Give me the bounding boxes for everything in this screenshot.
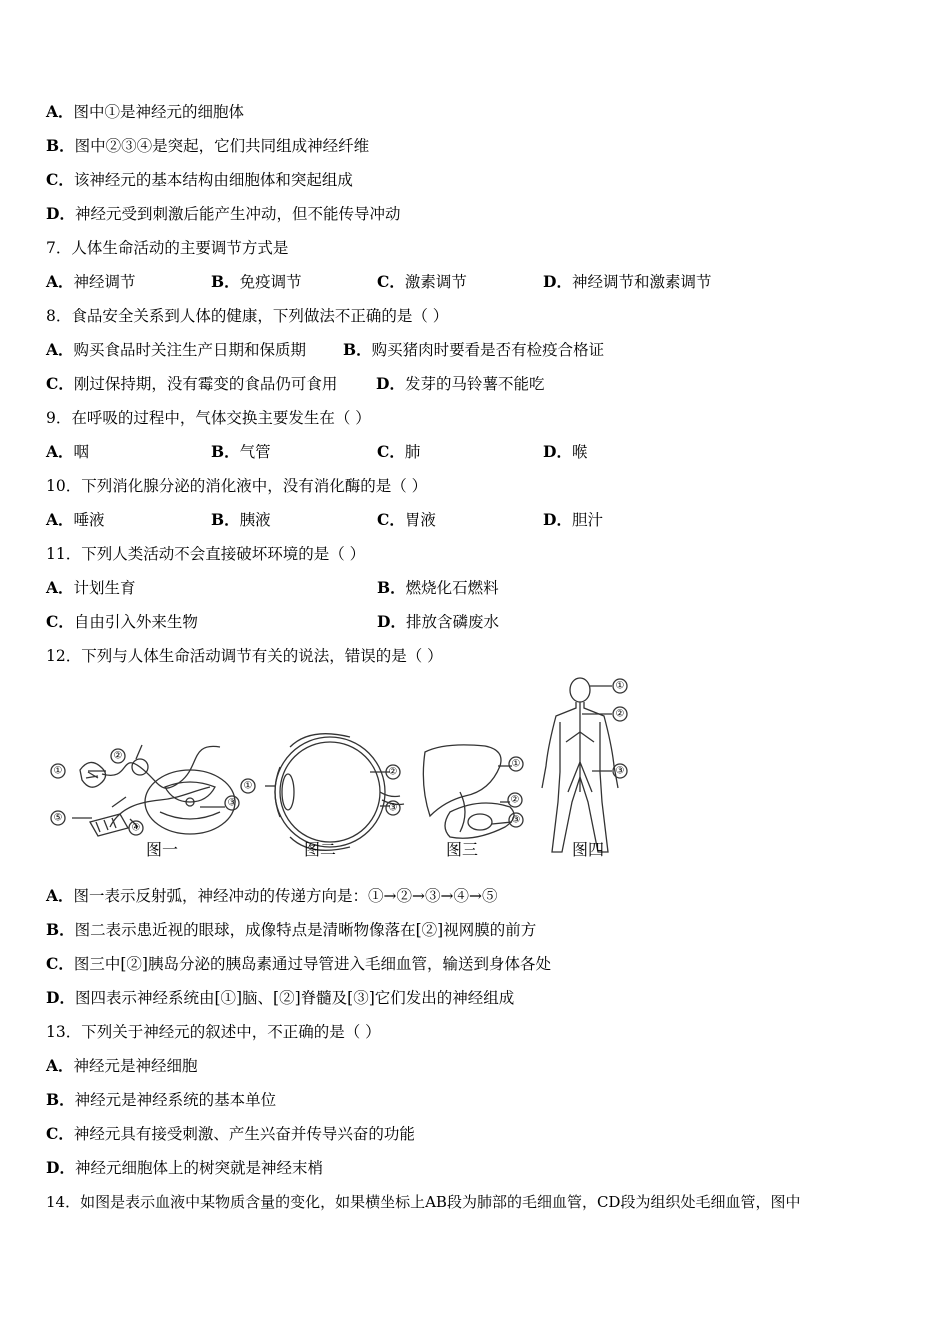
- q11-option-a: A．计划生育: [46, 578, 136, 597]
- fig4-caption: 图四: [572, 840, 605, 859]
- reflex-arc-figure: [51, 745, 239, 836]
- q13-option-a: A．神经元是神经细胞: [46, 1056, 198, 1075]
- fig2-marker-1: ①: [243, 780, 253, 792]
- q8-option-c: C．刚过保持期，没有霉变的食品仍可食用: [46, 374, 338, 393]
- fig2-caption: 图二: [304, 840, 337, 859]
- liver-pancreas-figure: [423, 745, 523, 838]
- fig1-marker-4: ④: [131, 822, 141, 834]
- q13-option-d: D．神经元细胞体上的树突就是神经末梢: [46, 1158, 323, 1177]
- fig4-marker-1: ①: [615, 680, 625, 692]
- q11-stem: 11．下列人类活动不会直接破坏环境的是（ ）: [46, 545, 366, 563]
- q8-option-d: D．发芽的马铃薯不能吃: [376, 374, 545, 393]
- q12-option-b: B．图二表示患近视的眼球，成像特点是清晰物像落在[②]视网膜的前方: [46, 920, 537, 939]
- q8-stem: 8．食品安全关系到人体的健康，下列做法不正确的是（ ）: [46, 307, 449, 325]
- q8-option-a: A．购买食品时关注生产日期和保质期: [46, 340, 307, 359]
- q12-stem: 12．下列与人体生命活动调节有关的说法，错误的是（ ）: [46, 647, 443, 665]
- q12-figures: [40, 672, 660, 872]
- q9-option-a: A．咽: [46, 442, 90, 461]
- q9-stem: 9．在呼吸的过程中，气体交换主要发生在（ ）: [46, 409, 371, 427]
- q12-option-a: A．图一表示反射弧，神经冲动的传递方向是：①→②→③→④→⑤: [46, 886, 498, 905]
- fig1-marker-5: ⑤: [53, 812, 63, 824]
- q7-option-b: B．免疫调节: [211, 272, 302, 291]
- q7-option-c: C．激素调节: [377, 272, 467, 291]
- q12-option-d: D．图四表示神经系统由[①]脑、[②]脊髓及[③]它们发出的神经组成: [46, 988, 515, 1007]
- q11-option-c: C．自由引入外来生物: [46, 612, 198, 631]
- q10-stem: 10．下列消化腺分泌的消化液中，没有消化酶的是（ ）: [46, 477, 428, 495]
- fig2-marker-2: ②: [388, 766, 398, 778]
- fig3-caption: 图三: [446, 840, 479, 859]
- fig4-marker-3: ③: [615, 765, 625, 777]
- q10-option-b: B．胰液: [211, 510, 271, 529]
- q13-stem: 13．下列关于神经元的叙述中，不正确的是（ ）: [46, 1023, 381, 1041]
- fig1-marker-3: ③: [227, 797, 237, 809]
- q6-option-a: A．图中①是神经元的细胞体: [46, 102, 245, 121]
- q10-option-c: C．胃液: [377, 510, 436, 529]
- fig3-marker-3: ③: [511, 814, 521, 826]
- q9-option-d: D．喉: [543, 442, 588, 461]
- human-body-figure: [542, 678, 627, 852]
- q11-option-b: B．燃烧化石燃料: [377, 578, 499, 597]
- fig1-caption: 图一: [146, 840, 179, 859]
- q6-option-b: B．图中②③④是突起，它们共同组成神经纤维: [46, 136, 370, 155]
- q7-option-d: D．神经调节和激素调节: [543, 272, 712, 291]
- fig2-marker-3: ③: [388, 802, 398, 814]
- q6-option-c: C．该神经元的基本结构由细胞体和突起组成: [46, 170, 353, 189]
- q6-option-d: D．神经元受到刺激后能产生冲动，但不能传导冲动: [46, 204, 401, 223]
- q9-option-c: C．肺: [377, 442, 421, 461]
- fig3-marker-2: ②: [510, 794, 520, 806]
- q11-option-d: D．排放含磷废水: [377, 612, 499, 631]
- q13-option-c: C．神经元具有接受刺激、产生兴奋并传导兴奋的功能: [46, 1124, 415, 1143]
- q13-option-b: B．神经元是神经系统的基本单位: [46, 1090, 277, 1109]
- q9-option-b: B．气管: [211, 442, 271, 461]
- q12-option-c: C．图三中[②]胰岛分泌的胰岛素通过导管进入毛细血管，输送到身体各处: [46, 954, 551, 973]
- fig1-marker-2: ②: [113, 750, 123, 762]
- q12-figure-drawing: [40, 672, 660, 872]
- q7-stem: 7．人体生命活动的主要调节方式是: [46, 239, 289, 257]
- q8-option-b: B．购买猪肉时要看是否有检疫合格证: [343, 340, 605, 359]
- fig3-marker-1: ①: [511, 758, 521, 770]
- fig4-marker-2: ②: [615, 708, 625, 720]
- q14-stem: 14．如图是表示血液中某物质含量的变化，如果横坐标上AB段为肺部的毛细血管，CD段为组织处毛细血管，图中: [46, 1193, 801, 1211]
- q10-option-a: A．唾液: [46, 510, 105, 529]
- q7-option-a: A．神经调节: [46, 272, 136, 291]
- q10-option-d: D．胆汁: [543, 510, 603, 529]
- eyeball-figure: [241, 734, 404, 851]
- fig1-marker-1: ①: [53, 765, 63, 777]
